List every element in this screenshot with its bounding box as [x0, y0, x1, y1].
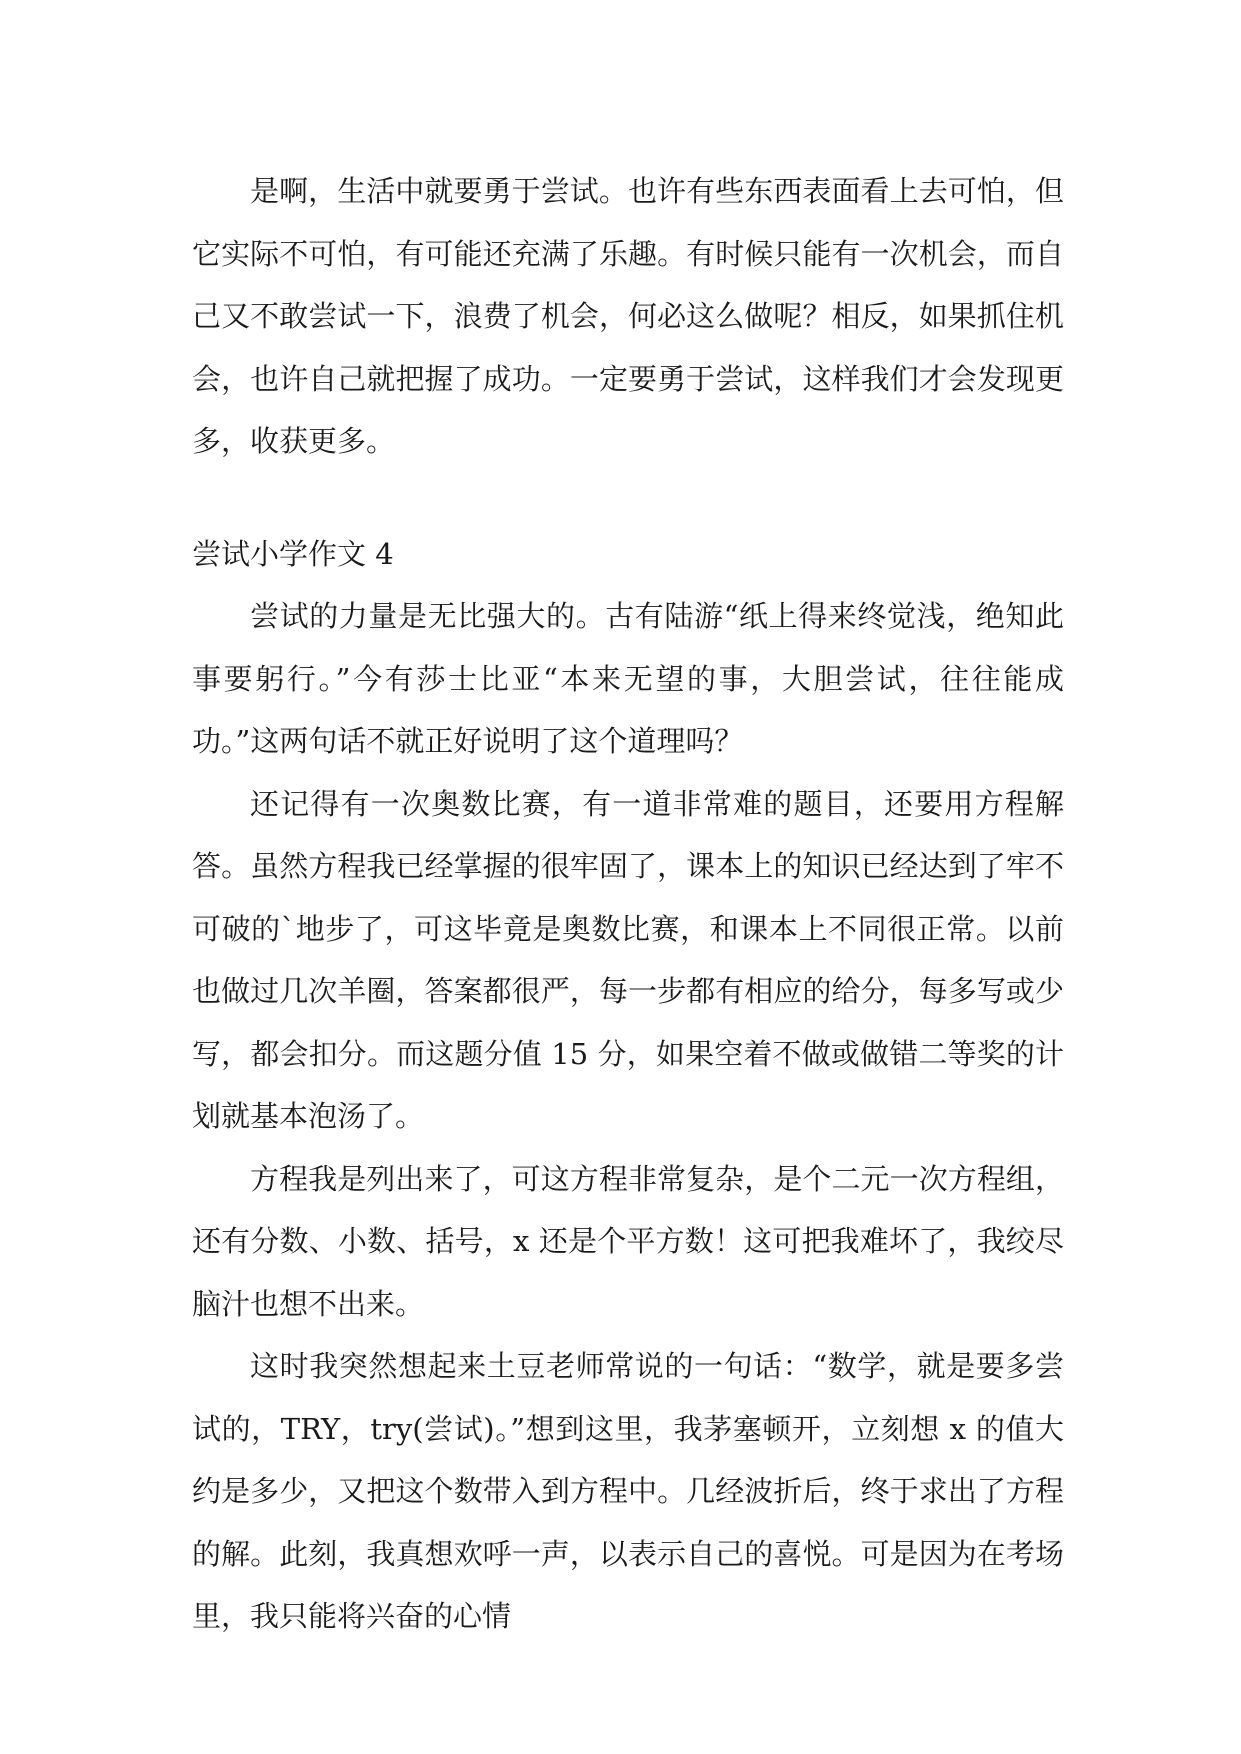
- essay-paragraph-3: 方程我是列出来了，可这方程非常复杂，是个二元一次方程组，还有分数、小数、括号，x 还是个平方数！这可把我难坏了，我绞尽脑汁也想不出来。: [192, 1161, 1064, 1321]
- document-body: [192, 160, 1064, 1648]
- intro-paragraph: 是啊，生活中就要勇于尝试。也许有些东西表面看上去可怕，但它实际不可怕，有可能还充满了乐趣。有时候只能有一次机会，而自己又不敢尝试一下，浪费了机会，何必这么做呢？相反，如果抓住机会，也许自己就把握了成功。一定要勇于尝试，这样我们才会发现更多，收获更多。: [192, 174, 1064, 458]
- essay-paragraph-2: 还记得有一次奥数比赛，有一道非常难的题目，还要用方程解答。虽然方程我已经掌握的很牢固了，课本上的知识已经达到了牢不可破的`地步了，可这毕竟是奥数比赛，和课本上不同很正常。以前也做过几次羊圈，答案都很严，每一步都有相应的给分，每多写或少写，都会扣分。而这题分值 15 分，如果空着不做或做错二等奖的计划就基本泡汤了。: [192, 786, 1064, 1133]
- section-title: 尝试小学作文 4: [192, 536, 394, 571]
- essay-section: [192, 523, 1064, 1648]
- essay-paragraph-4: 这时我突然想起来土豆老师常说的一句话：“数学，就是要多尝试的，TRY，try(尝试)。”想到这里，我茅塞顿开，立刻想 x 的值大约是多少，又把这个数带入到方程中。几经波折后，终于求出了方程的解。此刻，我真想欢呼一声，以表示自己的喜悦。可是因为在考场里，我只能将兴奋的心情: [192, 1349, 1064, 1633]
- essay-paragraph-1: 尝试的力量是无比强大的。古有陆游“纸上得来终觉浅，绝知此事要躬行。”今有莎士比亚“本来无望的事，大胆尝试，往往能成功。”这两句话不就正好说明了这个道理吗？: [192, 599, 1064, 758]
